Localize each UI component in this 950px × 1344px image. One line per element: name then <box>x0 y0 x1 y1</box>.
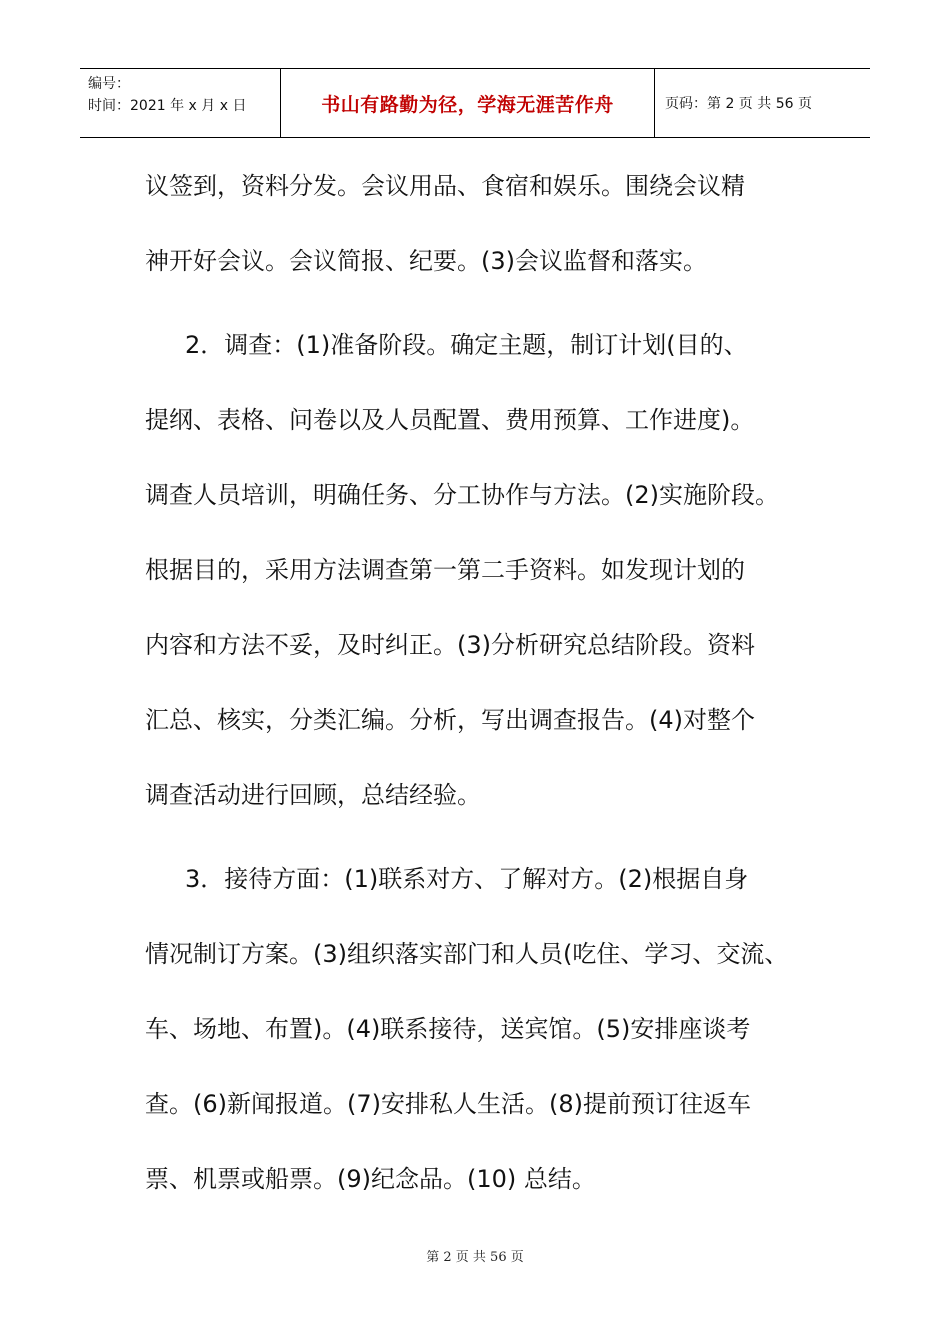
text-line: 车、场地、布置)。(4)联系接待，送宾馆。(5)安排座谈考 <box>145 1015 751 1043</box>
page-header <box>80 68 870 138</box>
text-line: 提纲、表格、问卷以及人员配置、费用预算、工作进度)。 <box>145 406 755 434</box>
text-line: 议签到，资料分发。会议用品、食宿和娱乐。围绕会议精 <box>145 172 745 200</box>
header-motto-cell <box>281 69 655 137</box>
document-body <box>145 149 825 1217</box>
document-date: 时间：2021 年 x 月 x 日 <box>88 98 247 114</box>
document-number: 编号： <box>88 76 130 92</box>
text-line: 汇总、核实，分类汇编。分析，写出调查报告。(4)对整个 <box>145 706 755 734</box>
text-line: 神开好会议。会议简报、纪要。(3)会议监督和落实。 <box>145 247 707 275</box>
text-line: 调查活动进行回顾，总结经验。 <box>145 781 481 809</box>
header-page-info: 页码：第 2 页 共 56 页 <box>665 96 812 112</box>
text-line: 查。(6)新闻报道。(7)安排私人生活。(8)提前预订往返车 <box>145 1090 751 1118</box>
text-line: 内容和方法不妥，及时纠正。(3)分析研究总结阶段。资料 <box>145 631 755 659</box>
text-line: 根据目的，采用方法调查第一第二手资料。如发现计划的 <box>145 556 745 584</box>
paragraph-heading-reception: 3．接待方面：(1)联系对方、了解对方。(2)根据自身 <box>185 865 749 893</box>
paragraph-heading-survey: 2．调查：(1)准备阶段。确定主题，制订计划(目的、 <box>185 331 748 359</box>
header-meta <box>80 69 281 137</box>
text-line: 情况制订方案。(3)组织落实部门和人员(吃住、学习、交流、 <box>145 940 789 968</box>
text-line: 票、机票或船票。(9)纪念品。(10) 总结。 <box>145 1165 596 1193</box>
header-motto: 书山有路勤为径，学海无涯苦作舟 <box>321 93 614 116</box>
header-page-info-cell <box>655 69 870 137</box>
text-line: 调查人员培训，明确任务、分工协作与方法。(2)实施阶段。 <box>145 481 779 509</box>
page-footer: 第 2 页 共 56 页 <box>426 1250 524 1265</box>
